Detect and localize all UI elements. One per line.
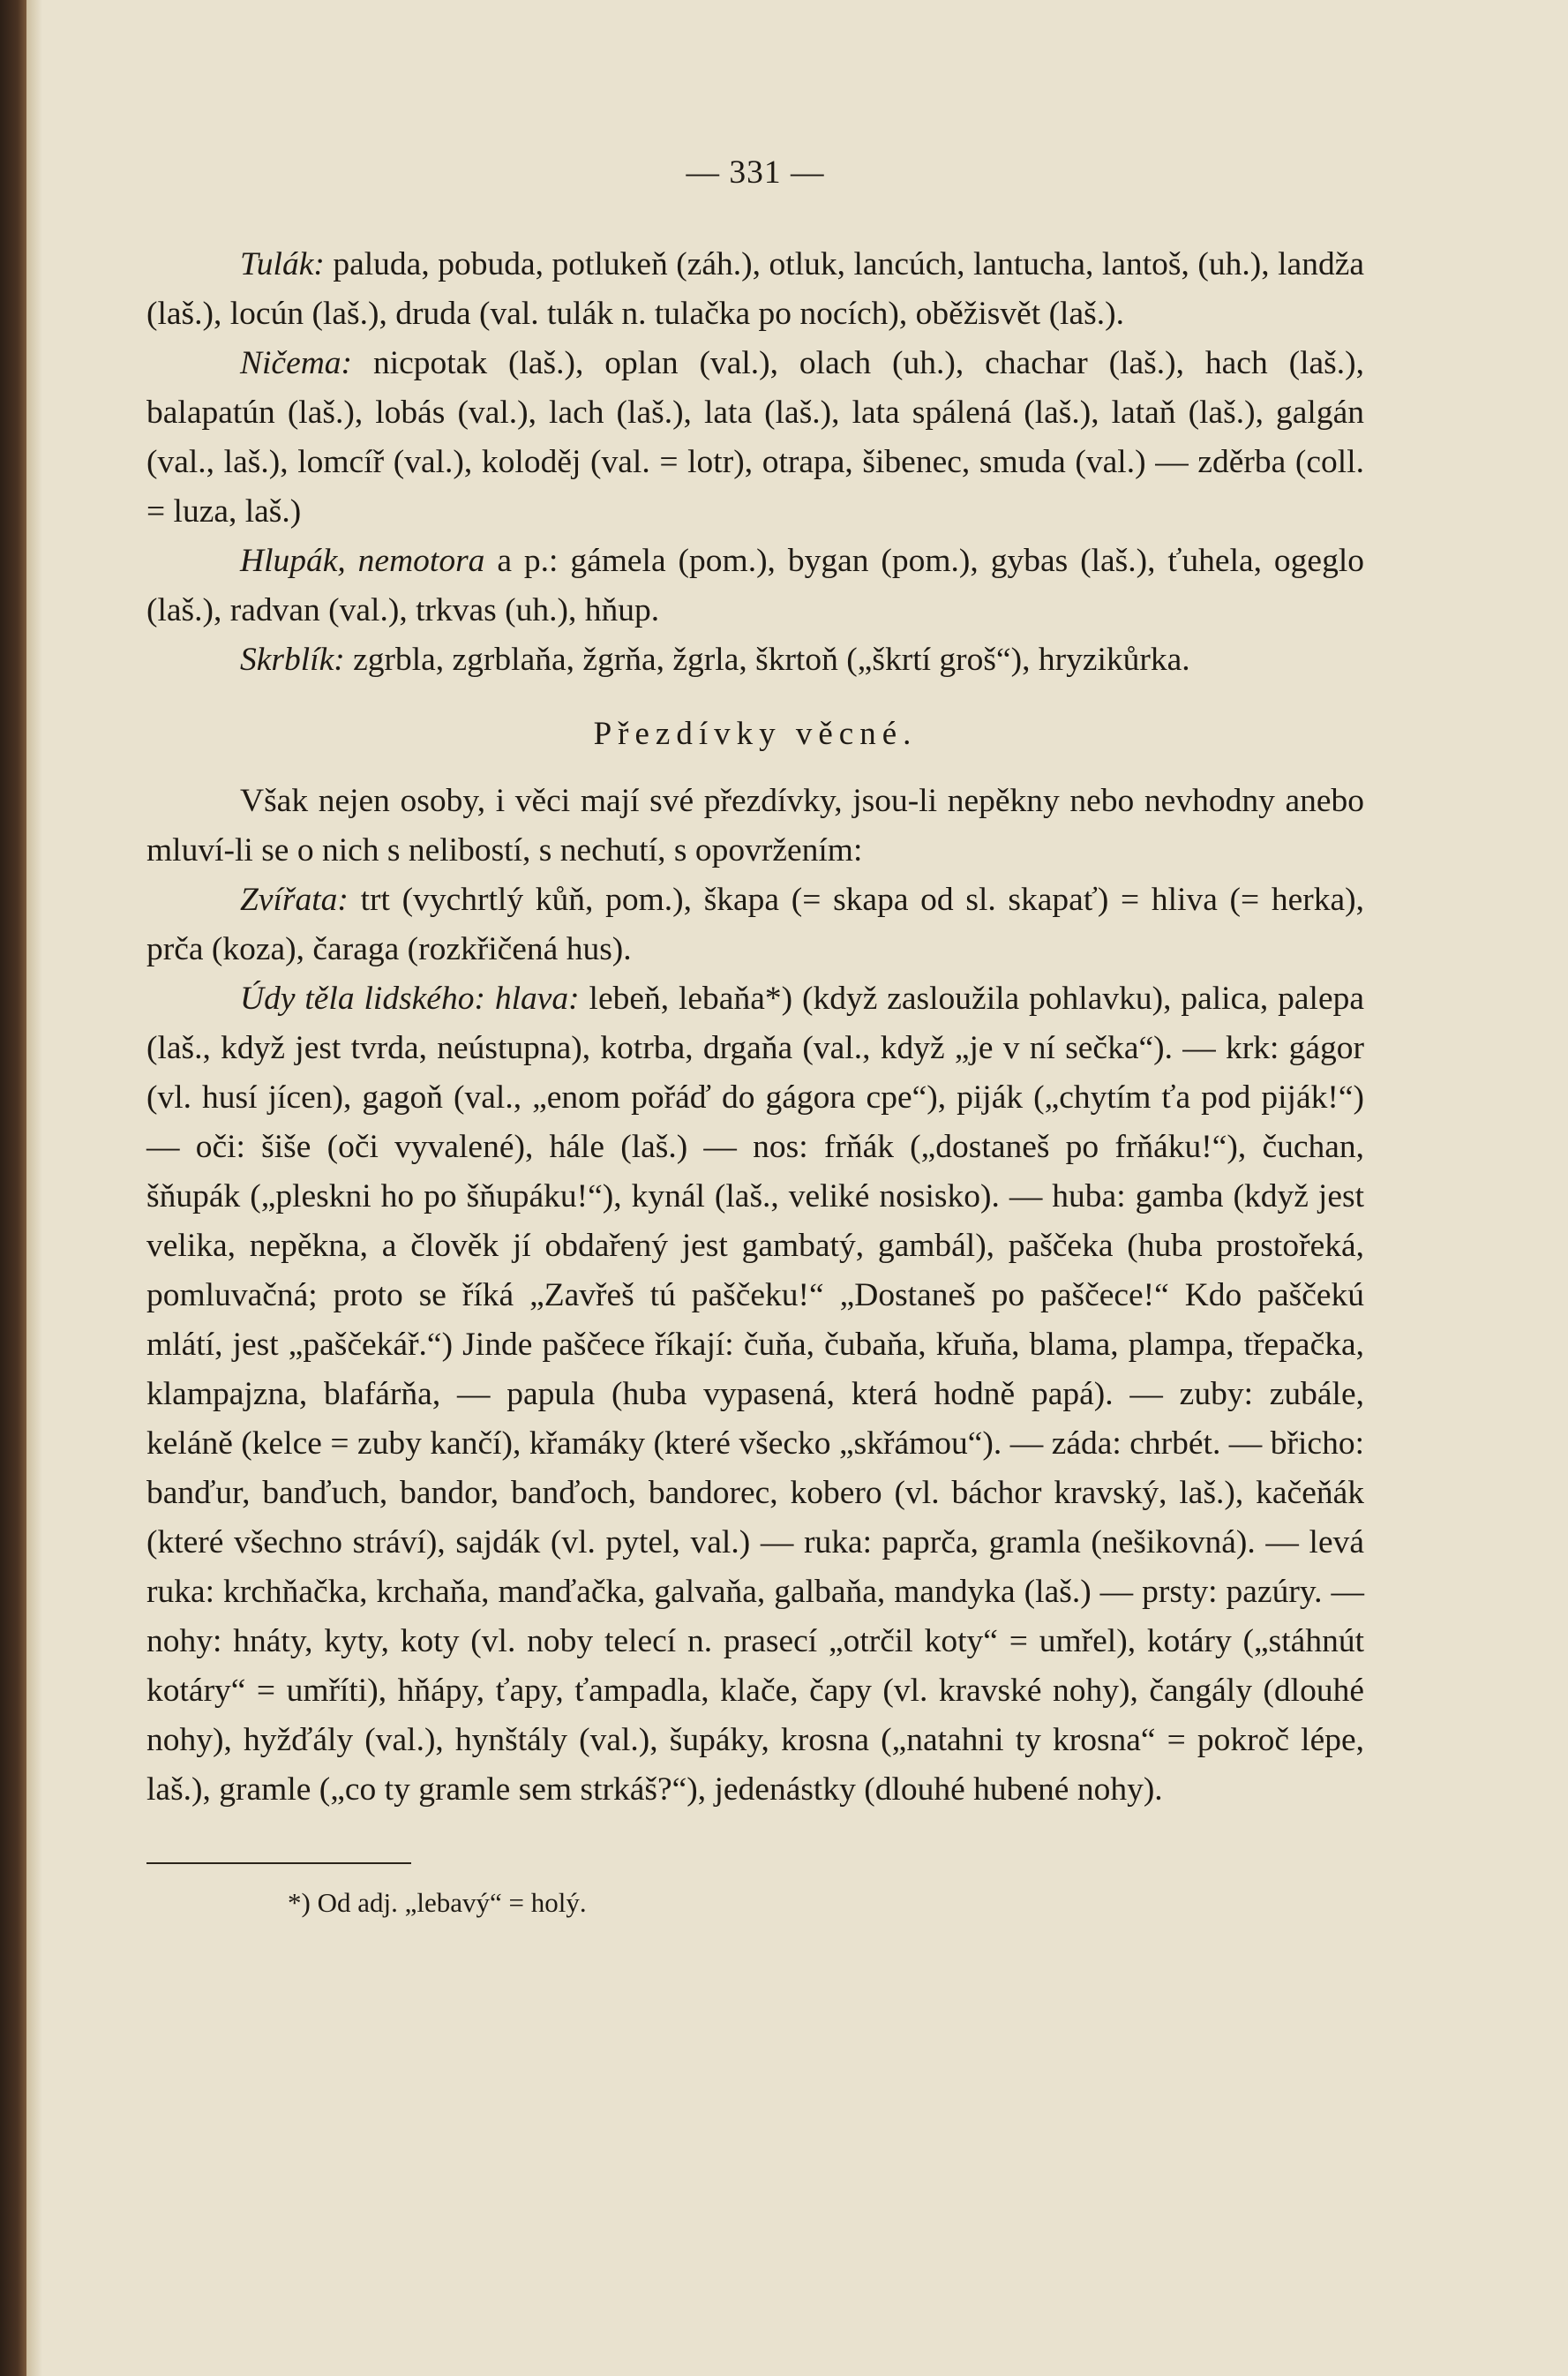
paragraph-tulak	[146, 240, 1364, 339]
entry-text: lebeň, lebaňa*) (když zasloužila pohlavku), palica, palepa (laš., když jest tvrda, neústupna), kotrba, drgaňa (val., když „je v ní sečka“). — krk: gágor (vl. husí jícen), gagoň (val., „enom pořáď do gágora cpe“), piják („chytím ťa pod piják!“) — oči: šiše (oči vyvalené), hále (laš.) — nos: frňák („dostaneš po frňáku!“), čuchan, šňupák („pleskni ho po šňupáku!“), kynál (laš., veliké nosisko). — huba: gamba (když jest velika, nepěkna, a člověk jí obdařený jest gambatý, gambál), paščeka (huba prostořeká, pomluvačná; proto se říká „Zavřeš tú paščeku!“ „Dostaneš po paščece!“ Kdo paščekú mlátí, jest „paščekář.“) Jinde paščece říkají: čuňa, čubaňa, křuňa, blama, plampa, třepačka, klampajzna, blafárňa, — papula (huba vypasená, která hodně papá). — zuby: zubále, keláně (kelce = zuby kančí), křamáky (které všecko „skřámou“). — záda: chrbét. — břicho: banďur, banďuch, bandor, banďoch, bandorec, kobero (vl. báchor kravský, laš.), kačeňák (které všechno stráví), sajdák (vl. pytel, val.) — ruka: paprča, gramla (nešikovná). — levá ruka: krchňačka, krchaňa, manďačka, galvaňa, galbaňa, mandyka (laš.) — prsty: pazúry. — nohy: hnáty, kyty, koty (vl. noby telecí n. prasecí „otrčil koty“ = umřel), kotáry („stáhnút kotáry“ = umříti), hňápy, ťapy, ťampadla, klače, čapy (vl. kravské nohy), čangály (dlouhé nohy), hyžďály (val.), hynštály (val.), šupáky, krosna („natahni ty krosna“ = pokroč lépe, laš.), gramle („co ty gramle sem strkáš?“), jedenástky (dlouhé hubené nohy).	[146, 981, 1365, 1808]
entry-text: Však nejen osoby, i věci mají své přezdívky, jsou-li nepěkny nebo nevhodny anebo mluví-li se o nich s nelibostí, s nechutí, s opovržením:	[146, 783, 1364, 868]
entry-text: paluda, pobuda, potlukeň (záh.), otluk, lancúch, lantucha, lantoš, (uh.), landža (laš.), locún (laš.), druda (val. tulák n. tulačka po nocích), oběžisvět (laš.).	[146, 246, 1364, 332]
paragraph-skrblik	[146, 635, 1364, 685]
book-binding	[0, 0, 26, 2376]
entry-term: Tulák:	[240, 246, 325, 282]
paragraph-udy-tela	[146, 974, 1364, 1815]
entry-text: nicpotak (laš.), oplan (val.), olach (uh.), chachar (laš.), hach (laš.), balapatún (laš.), lobás (val.), lach (laš.), lata (laš.), lata spálená (laš.), lataň (laš.), galgán (val., laš.), lomcíř (val.), koloděj (val. = lotr), otrapa, šibenec, smuda (val.) — zděrba (coll. = luza, laš.)	[146, 345, 1364, 530]
entry-text: trt (vychrtlý kůň, pom.), škapa (= skapa od sl. skapať) = hliva (= herka), prča (koza), čaraga (rozkřičená hus).	[146, 882, 1364, 967]
entry-text: zgrbla, zgrblaňa, žgrňa, žgrla, škrtoň („škrtí groš“), hryzikůrka.	[344, 642, 1190, 678]
footnote: *) Od adj. „lebavý“ = holý.	[288, 1887, 587, 1918]
page-edge	[26, 0, 42, 2376]
page	[146, 148, 1364, 1922]
page-number: — 331 —	[686, 154, 825, 191]
paragraph-nicema	[146, 339, 1364, 537]
footnote-rule	[146, 1862, 411, 1864]
paragraph-intro	[146, 777, 1364, 876]
entry-term: Hlupák, nemotora	[240, 543, 485, 579]
entry-term: Ničema:	[240, 345, 353, 381]
entry-term: Zvířata:	[240, 882, 349, 918]
paragraph-zvirata	[146, 876, 1364, 974]
paragraph-hlupak	[146, 537, 1364, 635]
entry-text: a p.: gámela (pom.), bygan (pom.), gybas (laš.), ťuhela, ogeglo (laš.), radvan (val.), trkvas (uh.), hňup.	[146, 543, 1364, 628]
entry-term: Údy těla lidského: hlava:	[240, 981, 580, 1017]
section-heading: Přezdívky věcné.	[593, 716, 918, 752]
entry-term: Skrblík:	[240, 642, 345, 678]
